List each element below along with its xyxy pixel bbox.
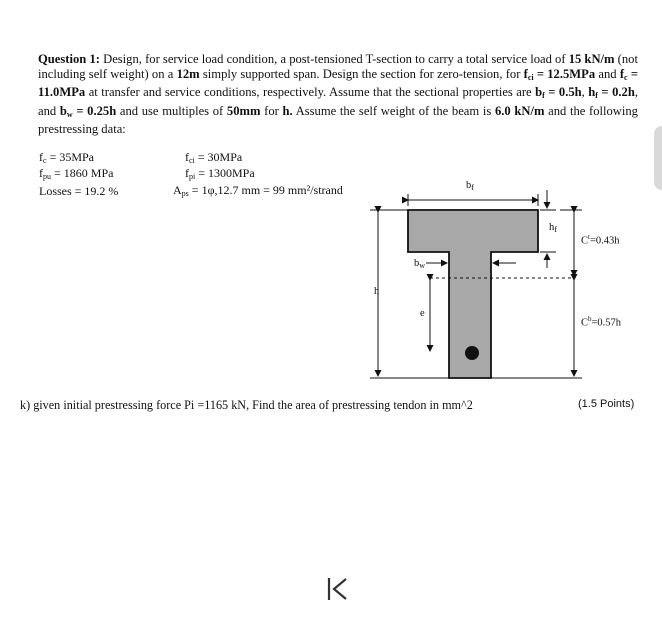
bw-subscript: w [66, 109, 73, 119]
question-text-1: Design, for service load condition, a post-tensioned T-section to carry a total service load of [99, 52, 569, 66]
prop-fc-prime: $f_c = 35MPa$ [39, 150, 94, 165]
fci-symbol: f [523, 66, 528, 81]
span-length: 12m [176, 66, 200, 81]
question-text-3: simply supported span. Design the section for zero-tension, for [199, 66, 524, 81]
prop-fpu: $f_{pu} = 1860$ MPa [39, 166, 114, 181]
question-text-9: Assume the self weight of the beam is [292, 103, 495, 118]
h-reference: h. [282, 103, 293, 118]
ct-label: $C^t=0.43h$ [581, 233, 620, 247]
question-text-5: at transfer and service conditions, respectively. Assume that the sectional properties are [85, 85, 536, 100]
bf-label: $b_f$ [466, 180, 474, 192]
bw-value: = 0.25h [72, 103, 117, 118]
prop-fci: $f_{ci} = 30MPa$ [185, 150, 243, 165]
cb-label: $C^b=0.57h$ [581, 315, 622, 329]
prop-aps: $A_{ps} = 1\varphi,12.7$ mm = 99 mm²/strand [173, 183, 343, 198]
fc-symbol: f [619, 66, 625, 81]
hf-label: $h_f$ [549, 222, 557, 234]
h-label: h [374, 286, 380, 297]
prop-losses: Losses = 19.2 % [39, 184, 119, 198]
question-text-6: , and [38, 85, 638, 118]
bf-subscript: f [542, 91, 545, 101]
e-label: e [420, 308, 425, 319]
chevron-left-icon [322, 572, 356, 606]
back-button[interactable] [322, 572, 356, 606]
question-text-7: and use multiples of [116, 103, 227, 118]
fci-value: = 12.5MPa [533, 66, 596, 81]
bf-value: = 0.5h [544, 85, 582, 100]
prop-fpi: $f_{pi} = 1300MPa$ [185, 166, 255, 181]
points-label: (1.5 Points) [578, 398, 635, 410]
question-text-4: and [595, 66, 620, 81]
fc-subscript: c [624, 72, 628, 82]
multiple-value: 50mm [226, 103, 261, 118]
bf-symbol: b [535, 85, 543, 100]
self-weight-value: 6.0 kN/m [494, 103, 545, 118]
bw-symbol: b [59, 103, 67, 118]
question-text-2: (not including self weight) on a [38, 52, 638, 81]
bw-label: $b_w$ [414, 258, 426, 270]
separator: , [581, 85, 589, 100]
part-k-question: k) given initial prestressing force Pi =1165 kN, Find the area of prestressing tendon in mm^2 [20, 398, 473, 412]
question-label: Question 1: [38, 52, 100, 66]
side-handle[interactable] [654, 126, 662, 190]
fc-value: = 11.0MPa [38, 66, 639, 100]
hf-subscript: f [595, 91, 598, 101]
hf-symbol: h [588, 85, 596, 100]
fci-subscript: ci [527, 72, 534, 82]
question-text-10: and the following prestressing data: [38, 103, 638, 137]
total-load: 15 kN/m [568, 52, 615, 66]
question-text-8: for [260, 103, 283, 118]
tendon-dot [465, 346, 479, 360]
hf-value: = 0.2h [597, 85, 635, 100]
